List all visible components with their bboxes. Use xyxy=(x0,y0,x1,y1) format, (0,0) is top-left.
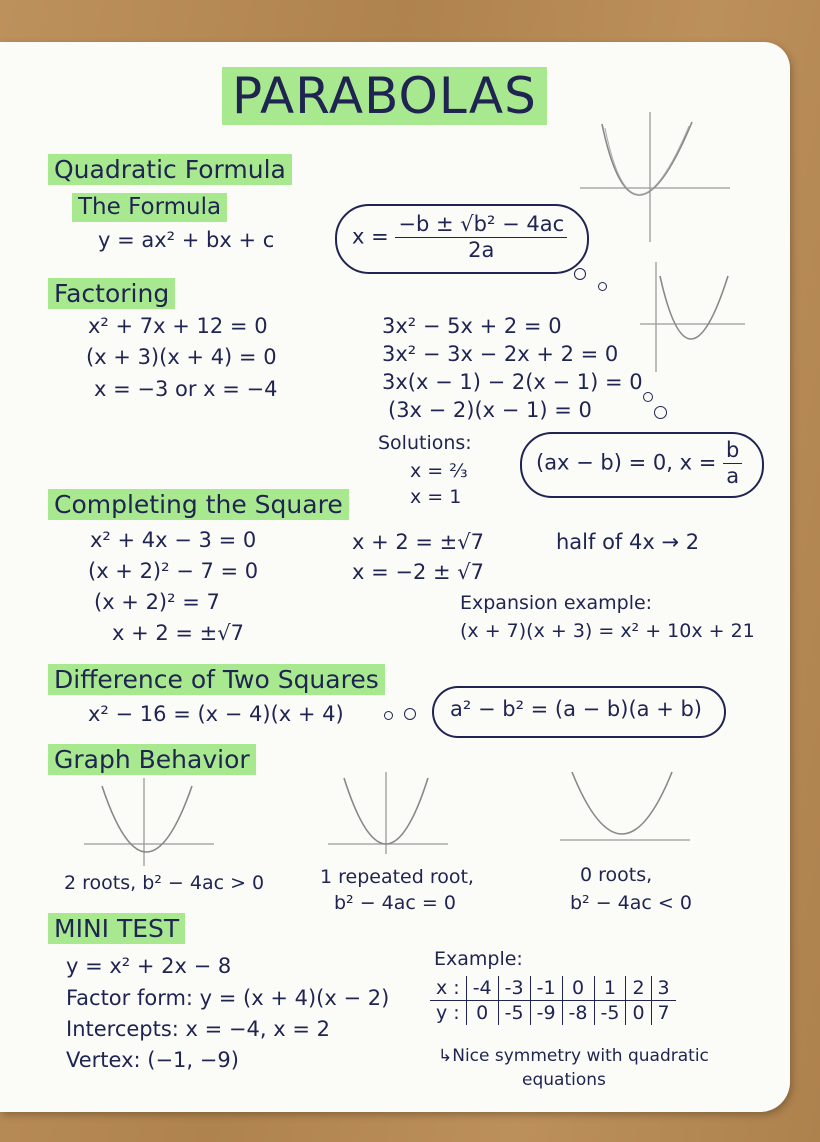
page-title: PARABOLAS xyxy=(222,67,547,125)
symmetry-note-line-2: equations xyxy=(522,1070,606,1090)
table-cell: 0 xyxy=(466,1001,498,1026)
completing-left-line-3: (x + 2)² = 7 xyxy=(94,590,220,614)
table-cell: 0 xyxy=(626,1001,651,1026)
symmetry-note-line-1: ↳Nice symmetry with quadratic xyxy=(438,1046,709,1066)
table-cell: x : xyxy=(430,976,466,1001)
factoring-right-line-2: 3x² − 3x − 2x + 2 = 0 xyxy=(382,342,619,366)
solutions-label: Solutions: xyxy=(378,432,472,454)
graph-caption-2-line-1: 1 repeated root, xyxy=(320,866,474,888)
factoring-right-line-1: 3x² − 5x + 2 = 0 xyxy=(382,314,562,338)
completing-mid-line-2: x = −2 ± √7 xyxy=(352,560,485,584)
completing-mid-line-1: x + 2 = ±√7 xyxy=(352,530,485,554)
graph-caption-3-line-2: b² − 4ac < 0 xyxy=(570,892,692,914)
graph-caption-3-line-1: 0 roots, xyxy=(580,864,653,886)
thought-bubble-dot xyxy=(598,282,607,291)
thought-bubble-dot xyxy=(643,392,653,402)
formula-fraction xyxy=(395,212,567,263)
solution-1: x = ⅔ xyxy=(410,460,468,482)
difference-equation: x² − 16 = (x − 4)(x + 4) xyxy=(88,702,344,726)
formula-lhs: x = xyxy=(352,224,389,249)
value-table xyxy=(430,976,676,1025)
example-label: Example: xyxy=(434,948,523,970)
table-cell: -3 xyxy=(498,976,530,1001)
factoring-left-line-2: (x + 3)(x + 4) = 0 xyxy=(86,345,277,369)
table-cell: -5 xyxy=(594,1001,626,1026)
completing-left-line-2: (x + 2)² − 7 = 0 xyxy=(88,559,259,583)
thought-bubble-dot xyxy=(384,711,393,720)
table-cell: -4 xyxy=(466,976,498,1001)
heading-factoring: Factoring xyxy=(48,278,175,309)
factoring-right-line-3: 3x(x − 1) − 2(x − 1) = 0 xyxy=(382,370,643,394)
thought-bubble-dot xyxy=(574,268,586,280)
mini-line-3: Intercepts: x = −4, x = 2 xyxy=(66,1017,330,1041)
completing-left-line-1: x² + 4x − 3 = 0 xyxy=(90,528,257,552)
table-cell: -8 xyxy=(562,1001,594,1026)
formula-denominator: 2a xyxy=(468,238,495,263)
formula-numerator: −b ± √b² − 4ac xyxy=(395,212,567,238)
half-note: half of 4x → 2 xyxy=(556,530,700,554)
heading-difference-of-two-squares: Difference of Two Squares xyxy=(48,664,385,695)
mini-line-1: y = x² + 2x − 8 xyxy=(66,954,232,978)
table-cell: -1 xyxy=(530,976,562,1001)
difference-identity: a² − b² = (a − b)(a + b) xyxy=(450,697,702,721)
graph-one-root xyxy=(328,772,448,854)
bubble-numerator: b xyxy=(723,438,742,464)
graph-two-roots xyxy=(84,778,214,866)
sketch-parabola-mid xyxy=(640,262,745,372)
factoring-bubble-text xyxy=(536,438,742,489)
graph-no-roots xyxy=(560,766,690,846)
heading-graph-behavior: Graph Behavior xyxy=(48,744,256,775)
mini-line-4: Vertex: (−1, −9) xyxy=(66,1048,239,1072)
heading-completing-the-square: Completing the Square xyxy=(48,489,349,520)
factoring-right-line-4: (3x − 2)(x − 1) = 0 xyxy=(388,398,592,422)
standard-form-equation: y = ax² + bx + c xyxy=(98,228,275,252)
subheading-the-formula: The Formula xyxy=(72,193,227,222)
thought-bubble-dot xyxy=(654,406,667,419)
solution-2: x = 1 xyxy=(410,486,462,508)
table-cell: 3 xyxy=(651,976,676,1001)
factoring-left-line-1: x² + 7x + 12 = 0 xyxy=(88,314,268,338)
table-cell: 1 xyxy=(594,976,626,1001)
quadratic-formula xyxy=(352,212,567,263)
expansion-example: (x + 7)(x + 3) = x² + 10x + 21 xyxy=(460,620,755,642)
bubble-denominator: a xyxy=(726,464,740,489)
heading-quadratic-formula: Quadratic Formula xyxy=(48,154,292,185)
table-row-x xyxy=(430,976,676,1001)
factoring-left-line-3: x = −3 or x = −4 xyxy=(94,377,278,401)
completing-left-line-4: x + 2 = ±√7 xyxy=(112,621,245,645)
expansion-label: Expansion example: xyxy=(460,592,653,614)
table-cell: -5 xyxy=(498,1001,530,1026)
sketch-parabola-top xyxy=(580,112,730,242)
table-cell: 0 xyxy=(562,976,594,1001)
heading-mini-test: MINI TEST xyxy=(48,913,185,944)
graph-caption-2-line-2: b² − 4ac = 0 xyxy=(334,892,456,914)
table-row-y xyxy=(430,1001,676,1026)
table-cell: -9 xyxy=(530,1001,562,1026)
thought-bubble-dot xyxy=(404,708,416,720)
table-cell: 2 xyxy=(626,976,651,1001)
bubble-fraction xyxy=(723,438,742,489)
bubble-equation: (ax − b) = 0, x = xyxy=(536,450,717,475)
mini-line-2: Factor form: y = (x + 4)(x − 2) xyxy=(66,986,390,1010)
table-cell: y : xyxy=(436,1002,460,1024)
graph-caption-1: 2 roots, b² − 4ac > 0 xyxy=(64,872,265,894)
table-cell: 7 xyxy=(651,1001,676,1026)
